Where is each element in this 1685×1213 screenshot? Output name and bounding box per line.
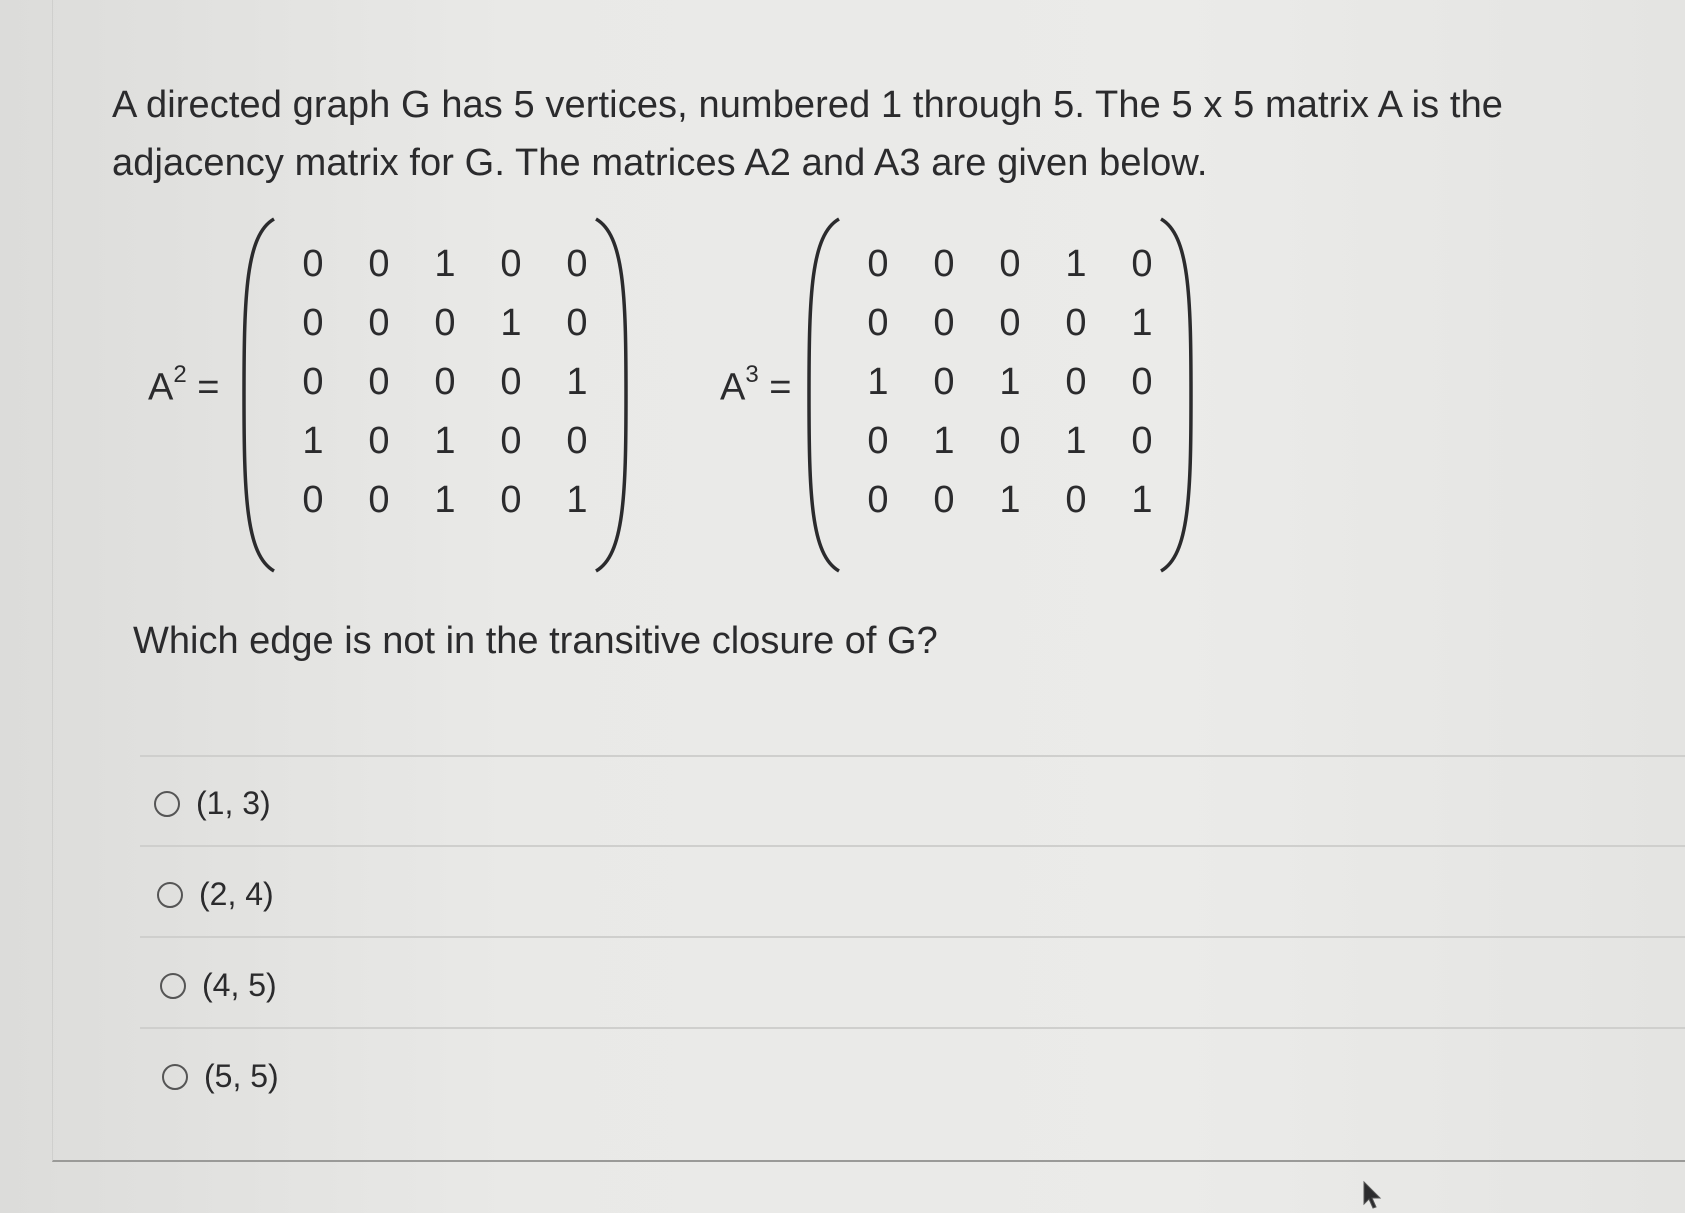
matrix-cell: 0: [368, 420, 390, 462]
mouse-pointer-icon: [1362, 1180, 1384, 1210]
matrix-a3-block: [720, 215, 1200, 575]
matrix-cell: 1: [500, 302, 522, 344]
matrix-a3-grid: [845, 235, 1175, 535]
matrix-cell: 1: [566, 479, 588, 521]
matrix-cell: 0: [999, 420, 1021, 462]
answer-option-3[interactable]: [160, 967, 277, 1004]
matrix-a3-label: $A^3$ =: [720, 361, 792, 409]
matrix-cell: 0: [867, 243, 889, 285]
matrix-cell: 0: [867, 479, 889, 521]
matrix-cell: 0: [500, 243, 522, 285]
divider: [140, 936, 1685, 938]
answer-option-2[interactable]: [157, 876, 274, 913]
matrix-cell: 0: [500, 479, 522, 521]
left-paren-icon: [240, 215, 280, 575]
matrix-cell: 0: [302, 302, 324, 344]
matrix-cell: 0: [302, 479, 324, 521]
radio-unchecked-icon[interactable]: [160, 973, 186, 999]
divider: [140, 845, 1685, 847]
matrix-cell: 0: [933, 243, 955, 285]
matrix-cell: 0: [1065, 302, 1087, 344]
option-label: (4, 5): [202, 967, 277, 1003]
divider: [140, 1027, 1685, 1029]
option-label: (2, 4): [199, 876, 274, 912]
matrix-a3: [805, 215, 1195, 575]
divider: [140, 755, 1685, 757]
matrix-cell: 1: [566, 361, 588, 403]
matrix-cell: 0: [434, 361, 456, 403]
matrix-cell: 1: [999, 479, 1021, 521]
matrix-cell: 1: [1131, 479, 1153, 521]
matrix-cell: 0: [867, 302, 889, 344]
right-paren-icon: [590, 215, 630, 575]
answer-option-4[interactable]: [162, 1058, 279, 1095]
matrix-a2: [240, 215, 630, 575]
matrix-cell: 0: [933, 302, 955, 344]
matrix-cell: 1: [302, 420, 324, 462]
matrix-cell: 1: [867, 361, 889, 403]
radio-unchecked-icon[interactable]: [154, 791, 180, 817]
matrix-cell: 0: [434, 302, 456, 344]
matrix-cell: 1: [434, 479, 456, 521]
matrix-cell: 0: [1065, 361, 1087, 403]
matrix-cell: 1: [1065, 243, 1087, 285]
matrix-cell: 1: [434, 243, 456, 285]
matrix-cell: 1: [933, 420, 955, 462]
matrix-cell: 0: [999, 302, 1021, 344]
left-paren-icon: [805, 215, 845, 575]
matrix-cell: 0: [1131, 420, 1153, 462]
matrix-cell: 0: [933, 361, 955, 403]
matrix-cell: 1: [434, 420, 456, 462]
matrix-cell: 0: [302, 361, 324, 403]
matrix-a2-grid: [280, 235, 610, 535]
option-label: (5, 5): [204, 1058, 279, 1094]
radio-unchecked-icon[interactable]: [162, 1064, 188, 1090]
matrix-cell: 0: [368, 302, 390, 344]
matrix-cell: 0: [1131, 243, 1153, 285]
matrix-cell: 0: [566, 420, 588, 462]
matrix-cell: 0: [302, 243, 324, 285]
matrix-cell: 0: [1065, 479, 1087, 521]
matrix-cell: 0: [566, 243, 588, 285]
matrix-cell: 1: [999, 361, 1021, 403]
matrix-cell: 0: [566, 302, 588, 344]
sub-question-text: Which edge is not in the transitive closure of G?: [133, 620, 938, 662]
matrix-cell: 1: [1065, 420, 1087, 462]
matrix-cell: 0: [500, 361, 522, 403]
answer-option-1[interactable]: [154, 785, 271, 822]
matrix-cell: 0: [1131, 361, 1153, 403]
matrix-cell: 0: [368, 361, 390, 403]
matrix-cell: 1: [1131, 302, 1153, 344]
radio-unchecked-icon[interactable]: [157, 882, 183, 908]
right-paren-icon: [1155, 215, 1195, 575]
question-text: A directed graph G has 5 vertices, numbered 1 through 5. The 5 x 5 matrix A is the adjacency matrix for G. The matrices A2 and A3 are given below.: [112, 84, 1504, 184]
option-label: (1, 3): [196, 785, 271, 821]
matrix-cell: 0: [999, 243, 1021, 285]
matrix-cell: 0: [933, 479, 955, 521]
matrix-a2-label: $A^2$ =: [148, 361, 220, 409]
matrix-a2-block: [148, 215, 628, 575]
matrix-cell: 0: [867, 420, 889, 462]
matrix-cell: 0: [500, 420, 522, 462]
matrix-cell: 0: [368, 243, 390, 285]
matrix-cell: 0: [368, 479, 390, 521]
